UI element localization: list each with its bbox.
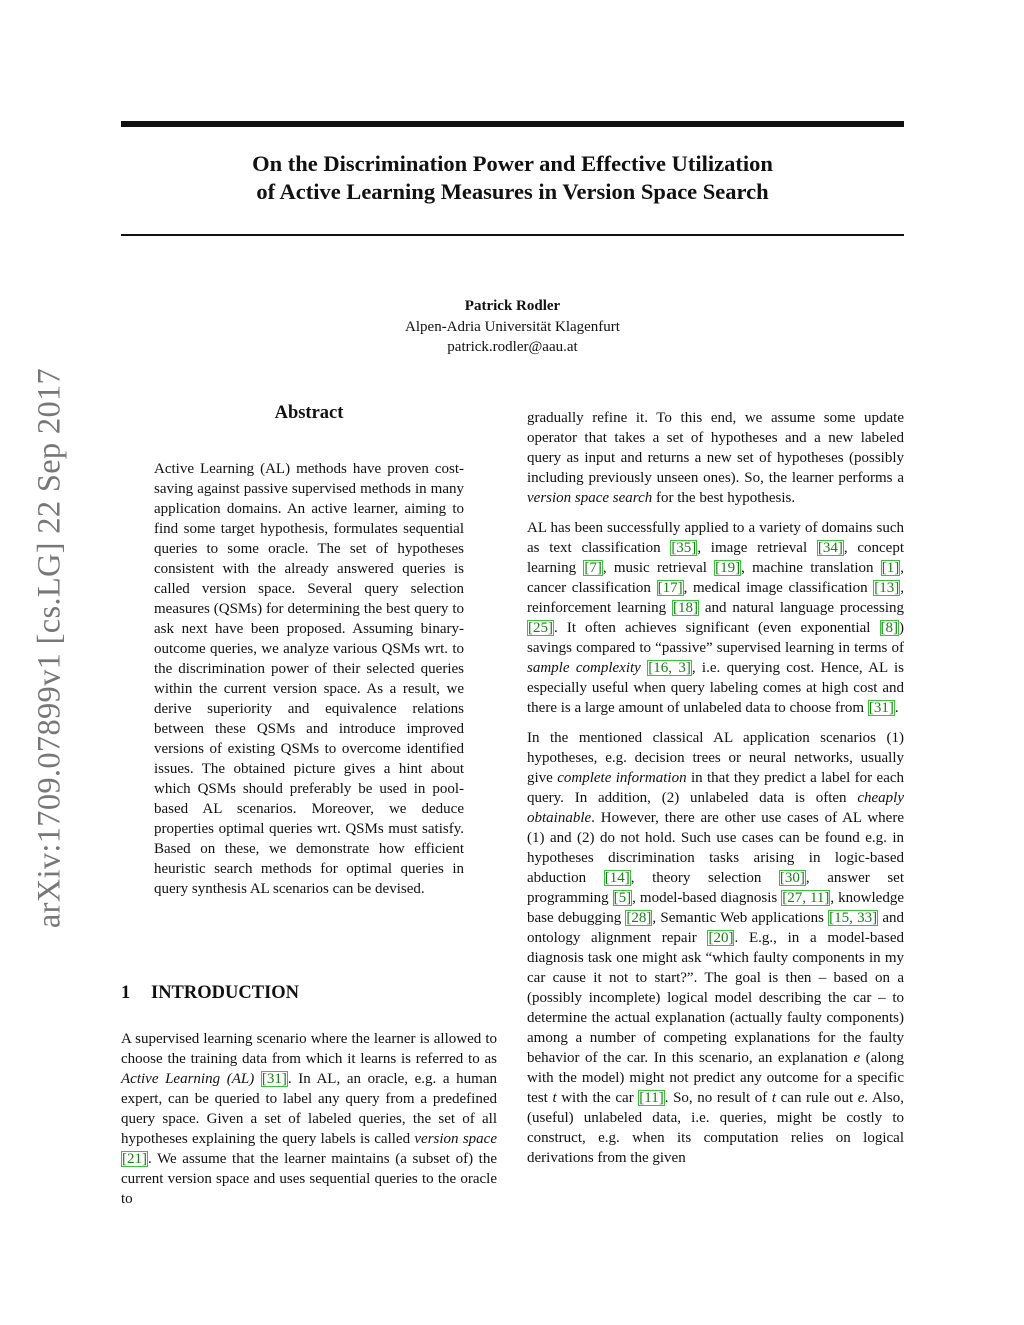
intro-paragraph-3 [527, 518, 904, 718]
citation-link[interactable]: [14] [604, 870, 630, 886]
citation-link[interactable]: [17] [657, 580, 683, 596]
arxiv-identifier: arXiv:1709.07899v1 [cs.LG] 22 Sep 2017 [31, 367, 68, 929]
text-run: . We assume that the learner maintains (a subset of) the current version space and uses sequential queries to the oracle to [121, 1151, 497, 1207]
citation-link[interactable]: [31] [261, 1071, 287, 1087]
text-run: and ontology alignment repair [527, 910, 904, 946]
intro-paragraph-2 [527, 408, 904, 508]
emphasis: complete information [557, 770, 687, 786]
paper-title [121, 150, 904, 206]
citation-link[interactable]: [5] [613, 890, 632, 906]
citation-link[interactable]: [15, 33] [829, 910, 878, 926]
citation-link[interactable]: [18] [672, 600, 698, 616]
author-affiliation: Alpen-Adria Universität Klagenfurt [405, 318, 620, 335]
text-run: and natural language processing [698, 600, 904, 616]
citation-link[interactable]: [21] [122, 1151, 147, 1167]
abstract-heading: Abstract [274, 403, 344, 423]
text-run: , i.e. querying cost. Hence, AL is especially useful when query labeling comes at high cost and there is a large amount of unlabeled data to choose from [527, 660, 904, 716]
citation-link[interactable]: [35] [671, 540, 697, 556]
text-run: , Semantic Web applications [652, 910, 829, 926]
citation-link[interactable]: [30] [779, 870, 805, 886]
intro-left-column [121, 1029, 497, 1209]
text-run: can rule out [776, 1090, 858, 1106]
section-title: INTRODUCTION [151, 983, 300, 1003]
abstract-body [154, 459, 464, 899]
citation-link[interactable]: [8] [880, 620, 898, 636]
title-line-1: On the Discrimination Power and Effective Utilization [252, 151, 773, 176]
citation-link[interactable]: [19] [715, 560, 741, 576]
text-run: . It often achieves significant (even exponential [554, 620, 880, 636]
citation-link[interactable]: [20] [708, 930, 734, 946]
citation-link[interactable]: [34] [817, 540, 843, 556]
text-run: In the mentioned classical AL application scenarios (1) hypotheses, e.g. decision trees or neural networks, usually give [527, 730, 904, 786]
text-run: , theory selection [630, 870, 779, 886]
text-run: . However, there are other use cases of AL where (1) and (2) do not hold. Such use cases can be found e.g. in hypotheses discrimination tasks arising in logic-based abduction [527, 810, 904, 886]
text-run: , image retrieval [697, 540, 817, 556]
math-variable: e [853, 1050, 861, 1066]
section-heading-introduction [121, 983, 299, 1004]
text-run: , cancer classification [527, 560, 904, 596]
text-run: . So, no result of [664, 1090, 772, 1106]
citation-link[interactable]: [25] [528, 620, 553, 636]
text-run: with the car [556, 1090, 639, 1106]
text-run: in that they predict a label for each query. In addition, (2) unlabeled data is often [527, 770, 905, 806]
text-run: AL has been successfully applied to a variety of domains such as text classification [527, 520, 904, 556]
text-run: , medical image classification [683, 580, 874, 596]
text-run: , knowledge base debugging [527, 890, 904, 926]
text-run: ) savings compared to “passive” supervised learning in terms of [527, 620, 904, 656]
author-email: patrick.rodler@aau.at [447, 339, 578, 355]
section-number: 1 [121, 983, 131, 1003]
citation-link[interactable]: [31] [868, 700, 894, 716]
citation-link[interactable]: [16, 3] [648, 660, 691, 676]
text-run: , answer set programming [527, 870, 904, 906]
text-run: , machine translation [741, 560, 881, 576]
text-run: gradually refine it. To this end, we assume some update operator that takes a set of hypotheses and a new labeled query as input and returns a new set of hypotheses (possibly including previously unseen ones). So, the learner performs a [527, 410, 904, 486]
emphasis: version space search [527, 490, 653, 506]
text-run: (along with the model) might not predict any outcome for a specific test [527, 1050, 904, 1106]
title-rule-bottom [121, 234, 904, 236]
emphasis: version space [414, 1131, 497, 1147]
citation-link[interactable]: [27, 11] [782, 890, 830, 906]
text-run: . [894, 700, 899, 716]
text-run: . E.g., in a model-based diagnosis task one might ask “which faulty components in my car cause it not to start?”. The goal is then – based on a (possibly incomplete) logical model describing the car – to determine the actual explanation (actually faulty components) among a number of competing explanations for the faulty behavior of the car. In this scenario, an explanation [527, 930, 904, 1066]
citation-link[interactable]: [13] [874, 580, 900, 596]
intro-right-column [527, 408, 904, 1178]
text-run: , reinforcement learning [527, 580, 905, 616]
citation-link[interactable]: [1] [881, 560, 900, 576]
intro-paragraph-4 [527, 728, 904, 1168]
text-run [254, 1071, 261, 1087]
intro-paragraph-1 [121, 1029, 497, 1209]
text-run: for the best hypothesis. [652, 490, 796, 506]
math-variable: e [857, 1090, 865, 1106]
text-run: . Also, (useful) unlabeled data, i.e. queries, might be costly to construct, e.g. when its computation relies on logical derivations from the given [527, 1090, 905, 1166]
citation-link[interactable]: [28] [626, 910, 652, 926]
text-run: , music retrieval [602, 560, 715, 576]
title-line-2: of Active Learning Measures in Version Space Search [256, 179, 769, 204]
emphasis: Active Learning (AL) [121, 1071, 255, 1087]
author-block [121, 296, 904, 358]
text-run: , concept learning [527, 540, 904, 576]
emphasis: sample complexity [527, 660, 641, 676]
math-variable: t [552, 1090, 557, 1106]
author-name: Patrick Rodler [464, 298, 561, 314]
citation-link[interactable]: [11] [639, 1090, 664, 1106]
text-run: , model-based diagnosis [632, 890, 782, 906]
citation-link[interactable]: [7] [584, 560, 602, 576]
text-run: A supervised learning scenario where the learner is allowed to choose the training data from which it learns is referred to as [121, 1031, 497, 1067]
abstract-text: Active Learning (AL) methods have proven cost-saving against passive supervised methods in many application domains. An active learner, aiming to find some target hypothesis, formulates sequential queries to some oracle. The set of hypotheses consistent with the already answered queries is called version space. Several query selection measures (QSMs) for determining the best query to ask next have been proposed. Assuming binary-outcome queries, we analyze various QSMs wrt. to the discrimination power of their selected queries within the current version space. As a result, we derive superiority and equivalence relations between these QSMs and introduce improved versions of existing QSMs to overcome identified issues. The obtained picture gives a hint about which QSMs should preferably be used in pool-based AL scenarios. Moreover, we deduce properties optimal queries wrt. QSMs must satisfy. Based on these, we demonstrate how efficient heuristic search methods for optimal queries in query synthesis AL scenarios can be devised. [154, 461, 464, 897]
text-run: . In AL, an oracle, e.g. a human expert, can be queried to label any query from a predefined query space. Given a set of labeled queries, the set of all hypotheses explaining the query labels is called [121, 1071, 497, 1147]
title-rule-top [121, 121, 904, 127]
math-variable: t [771, 1090, 777, 1106]
emphasis: cheaply obtainable [527, 790, 904, 826]
